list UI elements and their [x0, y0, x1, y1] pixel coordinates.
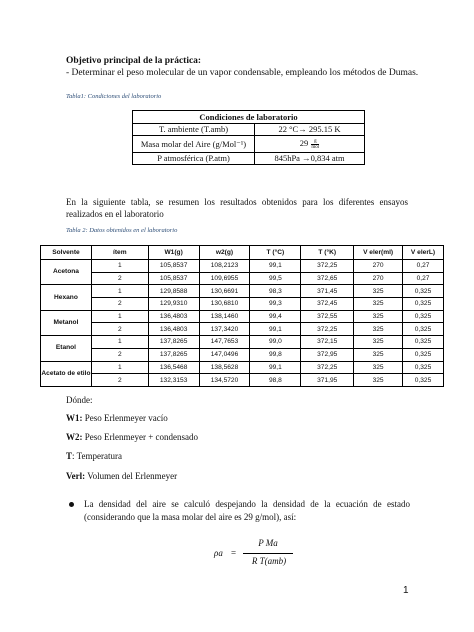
table-cell: 325: [354, 336, 403, 349]
intro-paragraph: En la siguiente tabla, se resumen los resultados obtenidos para los diferentes ensayos realizados en el laboratorio: [66, 197, 408, 219]
table-row: [41, 285, 444, 298]
table-cell: 136,4803: [148, 310, 199, 323]
table-cell: 270: [354, 260, 403, 273]
table1-caption: Tabla1: Condiciones del laboratorio: [66, 93, 162, 100]
air-density-formula: [214, 536, 294, 570]
column-header: V eler(ml): [354, 246, 403, 260]
legend-key: W2:: [66, 432, 83, 442]
table-cell: 130,6691: [199, 285, 250, 298]
table-cell: 372,25: [301, 323, 354, 336]
unit-numerator: g: [311, 139, 319, 145]
table-cell: 98,3: [250, 285, 301, 298]
unit-fraction: [311, 139, 319, 150]
legend-key: Verl:: [66, 471, 86, 481]
column-header: w2(g): [199, 246, 250, 260]
table-cell: 372,95: [301, 348, 354, 361]
legend-item: [66, 471, 177, 481]
table-cell: 270: [354, 272, 403, 285]
table-cell: 325: [354, 285, 403, 298]
solvent-cell: Etanol: [41, 336, 92, 361]
table-cell: 0,325: [403, 374, 444, 387]
table-cell: 99,1: [250, 361, 301, 374]
table-row: [41, 298, 444, 311]
table-cell: 0,27: [403, 260, 444, 273]
table-cell: 99,1: [250, 323, 301, 336]
table-cell: 1: [91, 336, 148, 349]
table-cell: 0,325: [403, 348, 444, 361]
bullet-text: La densidad del aire se calculó despejando la densidad de la ecuación de estado (considerando que la masa molar del aire es 29 g/mol), así:: [84, 499, 410, 522]
fraction-bar: [243, 553, 293, 554]
table-cell: 325: [354, 348, 403, 361]
table-row: [133, 153, 365, 165]
table-cell: 99,1: [250, 260, 301, 273]
formula-numerator: P Ma: [258, 538, 278, 548]
table-row: [41, 260, 444, 273]
table-cell: 129,9310: [148, 298, 199, 311]
legend-key: T: [66, 451, 73, 461]
table-row: [41, 361, 444, 374]
column-header: ítem: [91, 246, 148, 260]
table-cell: 99,4: [250, 310, 301, 323]
lab-conditions-table: [132, 110, 365, 165]
formula-lhs: ρa: [214, 548, 223, 558]
table-cell: 0,325: [403, 323, 444, 336]
table-cell: 138,5628: [199, 361, 250, 374]
table-row: [41, 310, 444, 323]
table-cell: 2: [91, 348, 148, 361]
table-cell: 137,3420: [199, 323, 250, 336]
table-cell: 325: [354, 374, 403, 387]
table-cell: 2: [91, 298, 148, 311]
table-cell: 371,95: [301, 374, 354, 387]
table-cell: P atmosférica (P.atm): [133, 153, 255, 165]
table-cell: 2: [91, 374, 148, 387]
table-cell: 0,325: [403, 310, 444, 323]
table-row: [133, 136, 365, 153]
table-row: [41, 272, 444, 285]
table-row: [41, 348, 444, 361]
table-cell: 105,8537: [148, 272, 199, 285]
objective-title: Objetivo principal de la práctica:: [66, 56, 202, 66]
table-cell: [255, 136, 365, 153]
table-cell: 372,55: [301, 310, 354, 323]
column-header: W1(g): [148, 246, 199, 260]
table-cell: 0,27: [403, 272, 444, 285]
table-cell: 99,5: [250, 272, 301, 285]
table-cell: 0,325: [403, 285, 444, 298]
table-cell: 0,325: [403, 336, 444, 349]
table-cell: 108,2123: [199, 260, 250, 273]
table-cell: 134,5720: [199, 374, 250, 387]
table-cell: Masa molar del Aire (g/Mol⁻¹): [133, 136, 255, 153]
table-cell: 105,8537: [148, 260, 199, 273]
table-cell: 130,6810: [199, 298, 250, 311]
table-cell: 372,25: [301, 260, 354, 273]
table-cell: 1: [91, 310, 148, 323]
molar-mass-value: 29: [299, 138, 309, 149]
table-cell: 1: [91, 361, 148, 374]
solvent-cell: Hexano: [41, 285, 92, 310]
lab-data-table: [40, 245, 444, 387]
formula-denominator: R T(amb): [251, 556, 287, 566]
bullet-icon: [69, 502, 74, 507]
table-cell: 147,0496: [199, 348, 250, 361]
column-header: T (°C): [250, 246, 301, 260]
table-cell: 147,7653: [199, 336, 250, 349]
legend-text: : Temperatura: [72, 451, 122, 461]
table-cell: 372,45: [301, 298, 354, 311]
table-cell: 372,65: [301, 272, 354, 285]
table-cell: 99,8: [250, 348, 301, 361]
table-cell: 99,3: [250, 298, 301, 311]
unit-denominator: mol: [311, 144, 320, 150]
table-cell: 1: [91, 285, 148, 298]
legend-text: Peso Erlenmeyer + condensado: [82, 432, 199, 442]
legend-text: Volumen del Erlenmeyer: [85, 471, 178, 481]
table-cell: 98,8: [250, 374, 301, 387]
table-cell: 2: [91, 272, 148, 285]
table-cell: 22 °C→ 295.15 K: [255, 124, 365, 136]
table-cell: 372,25: [301, 361, 354, 374]
table2-caption: Tabla 2: Datos obtenidos en el laboratorio: [66, 227, 178, 234]
table-cell: 129,8588: [148, 285, 199, 298]
formula-equals: =: [231, 548, 237, 558]
table-cell: 136,4803: [148, 323, 199, 336]
table-cell: 1: [91, 260, 148, 273]
table-row: [41, 374, 444, 387]
column-header: T (°K): [301, 246, 354, 260]
table-cell: 0,325: [403, 298, 444, 311]
column-header: Solvente: [41, 246, 92, 260]
solvent-cell: Metanol: [41, 310, 92, 335]
table-cell: T. ambiente (T.amb): [133, 124, 255, 136]
table-cell: 325: [354, 361, 403, 374]
legend-item: [66, 451, 122, 461]
table2-body: [41, 260, 444, 387]
solvent-cell: Acetona: [41, 260, 92, 285]
table-cell: 138,1460: [199, 310, 250, 323]
legend-intro: Dónde:: [66, 395, 93, 405]
solvent-cell: Acetato de etilo: [41, 361, 92, 386]
table-cell: 845hPa →0,834 atm: [255, 153, 365, 165]
table-cell: 325: [354, 310, 403, 323]
table-row: [41, 323, 444, 336]
table-header-row: [41, 246, 444, 260]
table-cell: 325: [354, 323, 403, 336]
table-cell: 109,6955: [199, 272, 250, 285]
table-cell: 325: [354, 298, 403, 311]
table-cell: 2: [91, 323, 148, 336]
table-cell: 136,5468: [148, 361, 199, 374]
table-row: [41, 336, 444, 349]
legend-item: [66, 413, 168, 423]
legend-text: Peso Erlenmeyer vacío: [82, 413, 168, 423]
page-number: 1: [403, 585, 409, 596]
table-cell: 137,8265: [148, 348, 199, 361]
column-header: V elerL): [403, 246, 444, 260]
table-cell: 132,3153: [148, 374, 199, 387]
table-cell: 0,325: [403, 361, 444, 374]
legend-item: [66, 432, 198, 442]
table-row: [133, 124, 365, 136]
table-cell: 371,45: [301, 285, 354, 298]
table1-header: Condiciones de laboratorio: [133, 111, 365, 124]
table-cell: 137,8265: [148, 336, 199, 349]
legend-key: W1:: [66, 413, 83, 423]
table-cell: 372,15: [301, 336, 354, 349]
objective-text: - Determinar el peso molecular de un vapor condensable, empleando los métodos de Dumas.: [66, 68, 419, 78]
table-cell: 99,0: [250, 336, 301, 349]
